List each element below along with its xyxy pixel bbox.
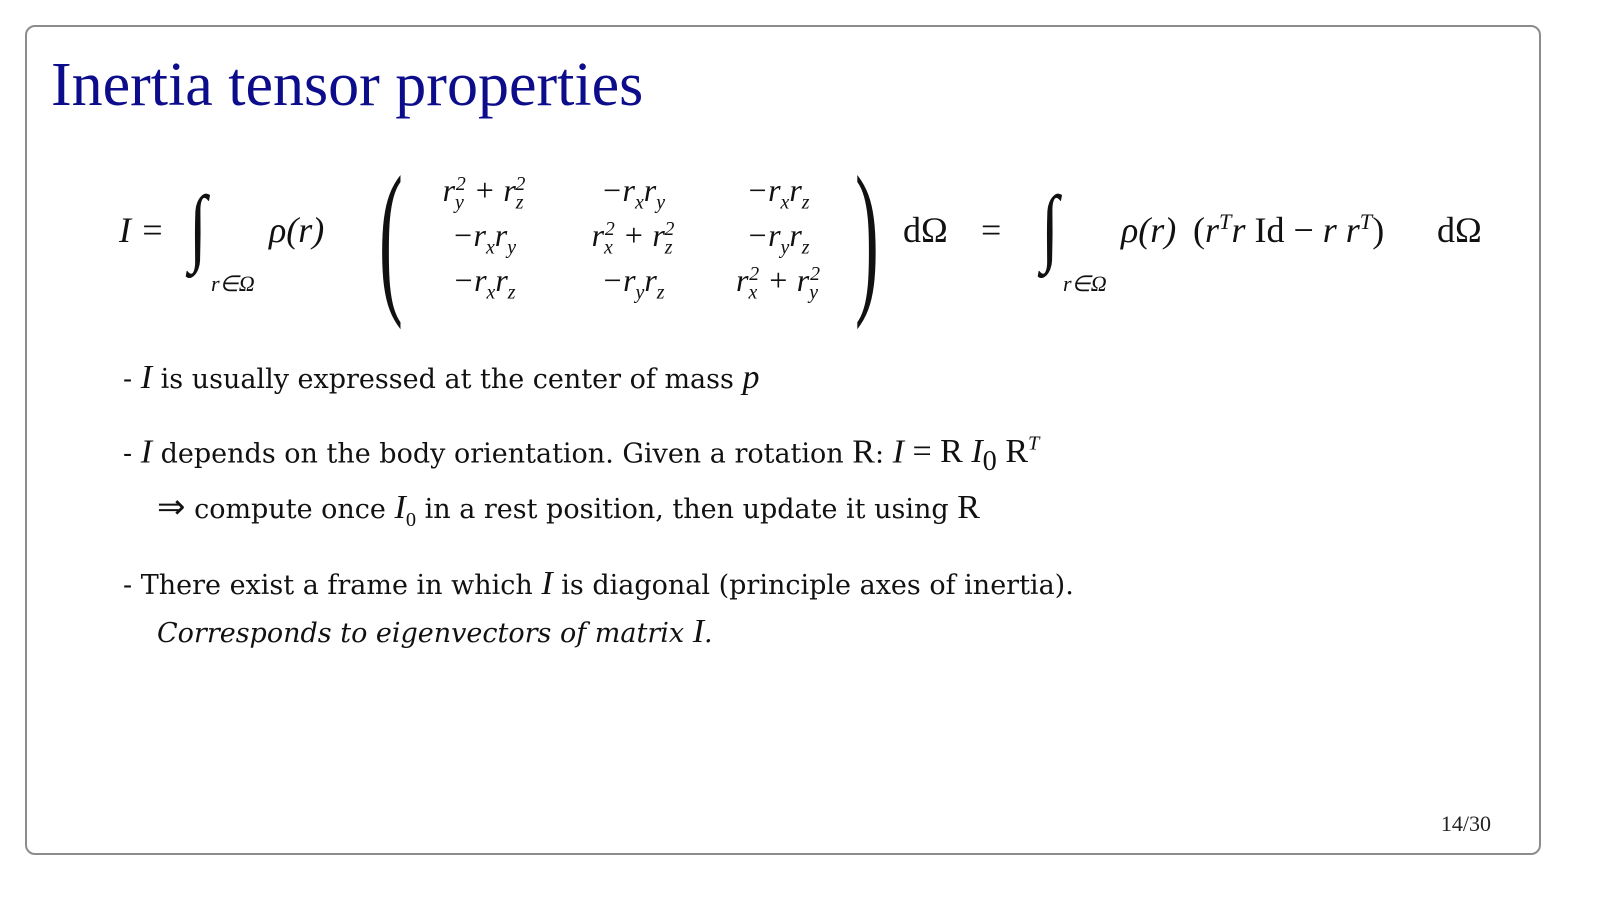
colon: : bbox=[874, 438, 893, 470]
bullet-text-2: is diagonal (principle axes of inertia). bbox=[552, 569, 1074, 601]
symbol-inertia: I bbox=[692, 612, 705, 650]
bullet-list bbox=[123, 355, 1503, 675]
eigenvector-note bbox=[123, 609, 1503, 657]
note-text: Corresponds to eigenvectors of matrix bbox=[157, 617, 693, 649]
symbol-inertia: I bbox=[140, 359, 153, 396]
equation-lhs: I = bbox=[119, 210, 165, 250]
matrix-right-paren: ) bbox=[855, 142, 879, 330]
symbol-inertia: I bbox=[140, 433, 153, 471]
bullet-text: depends on the body orientation. Given a rotation bbox=[152, 438, 853, 470]
inertia-tensor-equation bbox=[119, 142, 1482, 330]
matrix-cell-3-3: $r_x^2 + r_y^2$ bbox=[736, 262, 820, 304]
slide-title: Inertia tensor properties bbox=[51, 51, 644, 119]
rhs-integral-domain: r∈Ω bbox=[1063, 271, 1107, 296]
symbol-rotation: R bbox=[852, 433, 875, 471]
rhs-differential: dΩ bbox=[1437, 210, 1482, 250]
symbol-p: p bbox=[742, 359, 760, 396]
bullet-text-1: There exist a frame in which bbox=[140, 569, 542, 601]
matrix-cell-2-2: $r_x^2 + r_z^2$ bbox=[591, 217, 675, 259]
equals-sign: = bbox=[981, 210, 1002, 250]
integral-domain: r∈Ω bbox=[211, 271, 255, 296]
bullet-continuation bbox=[123, 485, 1503, 543]
differential: dΩ bbox=[903, 210, 948, 250]
matrix-cell-1-1: $r_y^2 + r_z^2$ bbox=[442, 172, 526, 214]
matrix-cell-1-3: $-r_xr_z$ bbox=[746, 172, 810, 214]
bullet-principal-axes bbox=[123, 561, 1503, 657]
symbol-inertia: I bbox=[541, 564, 553, 602]
bullet-center-of-mass bbox=[123, 355, 1503, 403]
bullet-line bbox=[123, 355, 1503, 403]
rotation-formula: I bbox=[892, 433, 904, 471]
inertia-matrix bbox=[409, 171, 849, 307]
rotation-formula-rest: = R $I_0$ $R^T$ bbox=[903, 433, 1040, 478]
note-end: . bbox=[704, 617, 713, 649]
bullet-prefix: - bbox=[123, 364, 141, 395]
continuation-text-1: compute once bbox=[185, 494, 395, 526]
rhs-density-function: ρ(r) bbox=[1121, 210, 1177, 250]
bullet-prefix: - bbox=[123, 438, 141, 470]
matrix-cell-2-1: $-r_xr_y$ bbox=[451, 217, 517, 259]
matrix-cell-3-2: $-r_yr_z$ bbox=[601, 262, 665, 304]
bullet-text: is usually expressed at the center of mass bbox=[152, 364, 743, 395]
matrix-cell-1-2: $-r_xr_y$ bbox=[600, 172, 666, 214]
matrix-left-paren: ( bbox=[379, 142, 403, 330]
page-number: 14/30 bbox=[1440, 811, 1491, 836]
continuation-text-2: in a rest position, then update it using bbox=[416, 494, 958, 526]
bullet-orientation bbox=[123, 421, 1503, 543]
matrix-cell-3-1: $-r_xr_z$ bbox=[452, 262, 516, 304]
symbol-i0: $I_0$ bbox=[394, 489, 417, 531]
density-function: ρ(r) bbox=[269, 210, 325, 250]
integral-sign: ∫ bbox=[189, 178, 207, 274]
matrix-cell-2-3: $-r_yr_z$ bbox=[746, 217, 810, 259]
bullet-line bbox=[123, 561, 1503, 609]
rhs-body: ($r^Tr$ Id − r $r^T$) bbox=[1193, 209, 1385, 250]
bullet-line bbox=[123, 421, 1503, 485]
bullet-prefix: - bbox=[123, 569, 141, 601]
implies-arrow: ⇒ bbox=[157, 489, 186, 527]
rhs-integral-sign: ∫ bbox=[1041, 178, 1059, 274]
slide-frame bbox=[25, 25, 1541, 855]
symbol-rotation-end: R bbox=[957, 489, 980, 527]
